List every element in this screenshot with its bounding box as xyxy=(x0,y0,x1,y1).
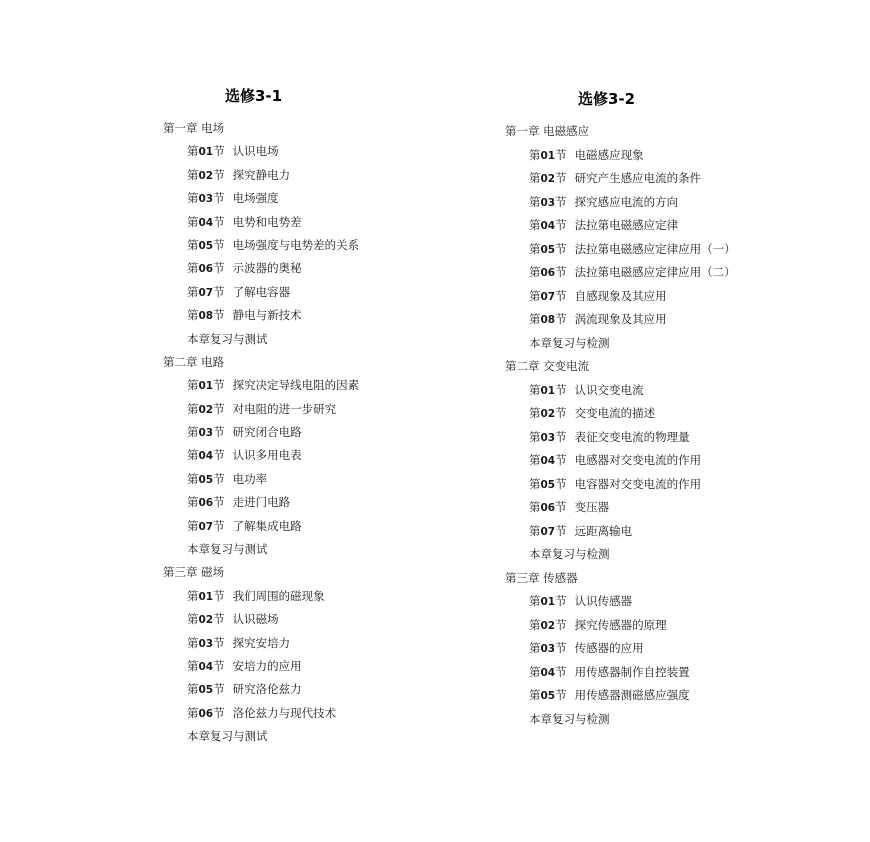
chapter-review: 本章复习与检测 xyxy=(529,547,610,561)
section-entry xyxy=(163,632,463,655)
section-prefix: 第 xyxy=(529,241,541,256)
section-suffix: 节 xyxy=(213,471,225,486)
section-name: 探究传感器的原理 xyxy=(574,617,667,632)
section-entry xyxy=(505,426,825,450)
section-entry xyxy=(505,684,825,708)
section-name: 了解集成电路 xyxy=(232,518,302,533)
section-suffix: 节 xyxy=(213,191,225,206)
section-number: 04 xyxy=(540,666,556,679)
section-name: 认识传感器 xyxy=(574,594,633,608)
section-prefix: 第 xyxy=(187,471,199,486)
section-name: 洛伦兹力与现代技术 xyxy=(232,705,337,720)
chapter-review: 本章复习与检测 xyxy=(529,711,610,726)
section-prefix: 第 xyxy=(187,448,199,463)
section-prefix: 第 xyxy=(187,214,199,229)
section-prefix: 第 xyxy=(187,658,199,673)
section-prefix: 第 xyxy=(529,594,541,608)
section-suffix: 节 xyxy=(213,401,225,416)
section-number: 06 xyxy=(198,263,214,276)
section-suffix: 节 xyxy=(213,705,225,720)
section-suffix: 节 xyxy=(555,171,567,185)
section-number: 01 xyxy=(540,596,556,608)
section-name: 电场强度 xyxy=(232,191,279,206)
section-suffix: 节 xyxy=(213,144,225,159)
section-number: 06 xyxy=(540,267,556,279)
section-prefix: 第 xyxy=(187,588,199,603)
section-suffix: 节 xyxy=(213,308,225,323)
section-suffix: 节 xyxy=(213,518,225,533)
section-prefix: 第 xyxy=(529,265,541,279)
book-column-left xyxy=(163,86,463,749)
section-prefix: 第 xyxy=(187,237,199,252)
section-entry xyxy=(163,187,463,210)
section-entry xyxy=(163,234,463,257)
section-entry xyxy=(505,214,825,238)
section-suffix: 节 xyxy=(555,453,567,467)
section-number: 07 xyxy=(540,525,556,538)
section-number: 03 xyxy=(198,193,214,206)
section-prefix: 第 xyxy=(187,144,199,159)
chapter-review: 本章复习与测试 xyxy=(187,331,268,346)
section-prefix: 第 xyxy=(187,308,199,323)
section-prefix: 第 xyxy=(187,705,199,720)
book-column-right xyxy=(505,86,825,731)
section-entry xyxy=(505,402,825,426)
section-prefix: 第 xyxy=(529,218,541,232)
section-entry xyxy=(505,308,825,332)
section-name: 法拉第电磁感应定律应用（二） xyxy=(574,265,736,279)
section-number: 04 xyxy=(540,220,556,232)
section-prefix: 第 xyxy=(529,500,541,514)
section-suffix: 节 xyxy=(555,429,567,444)
section-prefix: 第 xyxy=(529,406,541,420)
section-prefix: 第 xyxy=(529,147,541,162)
section-entry xyxy=(163,585,463,608)
section-name: 电磁感应现象 xyxy=(574,147,644,162)
section-prefix: 第 xyxy=(187,401,199,416)
section-entry xyxy=(505,144,825,168)
section-prefix: 第 xyxy=(187,284,199,299)
section-suffix: 节 xyxy=(213,682,225,697)
section-suffix: 节 xyxy=(213,378,225,393)
section-name: 法拉第电磁感应定律应用（一） xyxy=(574,241,736,256)
section-number: 04 xyxy=(540,455,556,467)
section-number: 03 xyxy=(198,637,214,650)
section-number: 05 xyxy=(198,473,214,486)
section-entry xyxy=(163,515,463,538)
section-number: 06 xyxy=(540,502,556,514)
section-entry xyxy=(163,164,463,187)
section-suffix: 节 xyxy=(555,594,567,608)
section-name: 认识电场 xyxy=(232,144,279,159)
section-suffix: 节 xyxy=(213,612,225,627)
section-number: 01 xyxy=(198,590,214,603)
chapter-heading: 第三章 磁场 xyxy=(163,565,225,580)
section-suffix: 节 xyxy=(555,406,567,420)
section-name: 研究产生感应电流的条件 xyxy=(574,171,702,185)
section-entry xyxy=(163,655,463,678)
section-name: 涡流现象及其应用 xyxy=(574,312,667,326)
section-name: 了解电容器 xyxy=(232,284,291,299)
section-name: 探究静电力 xyxy=(232,167,291,182)
section-prefix: 第 xyxy=(529,476,541,491)
section-suffix: 节 xyxy=(555,147,567,162)
section-number: 01 xyxy=(198,380,214,393)
section-entry xyxy=(505,590,825,614)
section-prefix: 第 xyxy=(529,641,541,655)
section-name: 对电阻的进一步研究 xyxy=(232,401,337,416)
section-name: 表征交变电流的物理量 xyxy=(574,429,690,444)
section-number: 02 xyxy=(198,614,214,627)
section-entry xyxy=(163,468,463,491)
section-name: 交变电流的描述 xyxy=(574,406,656,420)
section-entry xyxy=(163,702,463,725)
section-entry xyxy=(505,496,825,520)
section-entry xyxy=(163,421,463,444)
section-entry xyxy=(163,608,463,631)
section-suffix: 节 xyxy=(555,288,567,303)
section-number: 03 xyxy=(540,196,556,209)
section-prefix: 第 xyxy=(529,664,541,679)
section-prefix: 第 xyxy=(529,523,541,538)
section-entry xyxy=(163,140,463,163)
section-number: 06 xyxy=(198,707,214,720)
section-number: 01 xyxy=(198,146,214,159)
section-name: 变压器 xyxy=(574,500,610,514)
section-number: 07 xyxy=(540,290,556,303)
section-number: 02 xyxy=(198,403,214,416)
section-number: 08 xyxy=(198,310,214,323)
section-entry xyxy=(505,261,825,285)
section-number: 06 xyxy=(198,497,214,510)
section-prefix: 第 xyxy=(187,682,199,697)
section-entry xyxy=(505,614,825,638)
chapter-review: 本章复习与测试 xyxy=(187,729,268,744)
chapter-heading: 第一章 电磁感应 xyxy=(505,124,590,138)
section-suffix: 节 xyxy=(555,641,567,655)
section-entry xyxy=(505,238,825,262)
section-suffix: 节 xyxy=(213,284,225,299)
section-prefix: 第 xyxy=(529,382,541,397)
section-name: 认识多用电表 xyxy=(232,448,302,463)
section-prefix: 第 xyxy=(529,617,541,632)
section-prefix: 第 xyxy=(529,453,541,467)
section-prefix: 第 xyxy=(187,635,199,650)
section-entry xyxy=(163,257,463,280)
table-of-contents xyxy=(505,120,825,731)
section-entry xyxy=(163,444,463,467)
section-suffix: 节 xyxy=(213,214,225,229)
section-suffix: 节 xyxy=(555,382,567,397)
section-number: 04 xyxy=(198,216,214,229)
section-number: 05 xyxy=(198,239,214,252)
section-name: 探究感应电流的方向 xyxy=(574,194,679,209)
section-prefix: 第 xyxy=(529,312,541,326)
section-entry xyxy=(505,449,825,473)
section-prefix: 第 xyxy=(529,194,541,209)
section-suffix: 节 xyxy=(213,495,225,510)
section-entry xyxy=(163,491,463,514)
section-suffix: 节 xyxy=(213,658,225,673)
section-suffix: 节 xyxy=(213,425,225,440)
section-entry xyxy=(505,661,825,685)
section-entry xyxy=(505,191,825,215)
chapter-heading: 第二章 交变电流 xyxy=(505,359,590,373)
section-prefix: 第 xyxy=(187,261,199,276)
section-suffix: 节 xyxy=(555,688,567,702)
section-suffix: 节 xyxy=(555,194,567,209)
section-suffix: 节 xyxy=(555,241,567,256)
section-name: 认识磁场 xyxy=(232,612,279,627)
section-name: 电势和电势差 xyxy=(232,214,302,229)
section-entry xyxy=(505,520,825,544)
section-name: 研究闭合电路 xyxy=(232,425,302,440)
section-name: 认识交变电流 xyxy=(574,382,644,397)
section-number: 03 xyxy=(540,431,556,444)
section-suffix: 节 xyxy=(213,237,225,252)
chapter-review: 本章复习与测试 xyxy=(187,542,268,557)
section-number: 02 xyxy=(198,169,214,182)
section-number: 04 xyxy=(198,660,214,673)
section-number: 07 xyxy=(198,286,214,299)
section-number: 08 xyxy=(540,314,556,326)
chapter-heading: 第二章 电路 xyxy=(163,354,225,369)
section-number: 03 xyxy=(198,427,214,440)
section-entry xyxy=(163,374,463,397)
section-number: 07 xyxy=(198,520,214,533)
section-entry xyxy=(505,379,825,403)
section-prefix: 第 xyxy=(529,688,541,702)
section-number: 05 xyxy=(540,478,556,491)
section-prefix: 第 xyxy=(187,518,199,533)
section-name: 走进门电路 xyxy=(232,495,291,510)
section-suffix: 节 xyxy=(555,476,567,491)
section-suffix: 节 xyxy=(213,448,225,463)
section-entry xyxy=(163,398,463,421)
section-number: 01 xyxy=(540,149,556,162)
section-entry xyxy=(505,473,825,497)
section-name: 自感现象及其应用 xyxy=(574,288,667,303)
section-prefix: 第 xyxy=(187,425,199,440)
section-number: 02 xyxy=(540,173,556,185)
section-suffix: 节 xyxy=(555,617,567,632)
section-prefix: 第 xyxy=(529,429,541,444)
section-suffix: 节 xyxy=(555,218,567,232)
section-name: 电感器对交变电流的作用 xyxy=(574,453,702,467)
section-name: 探究决定导线电阻的因素 xyxy=(232,378,360,393)
section-entry xyxy=(505,167,825,191)
section-name: 电场强度与电势差的关系 xyxy=(232,237,360,252)
section-suffix: 节 xyxy=(555,664,567,679)
section-entry xyxy=(163,678,463,701)
section-suffix: 节 xyxy=(555,500,567,514)
section-name: 我们周围的磁现象 xyxy=(232,588,325,603)
section-prefix: 第 xyxy=(187,612,199,627)
section-suffix: 节 xyxy=(555,523,567,538)
section-entry xyxy=(163,281,463,304)
section-name: 用传感器制作自控装置 xyxy=(574,664,690,679)
section-suffix: 节 xyxy=(213,635,225,650)
section-name: 电容器对交变电流的作用 xyxy=(574,476,702,491)
book-title: 选修3-1 xyxy=(225,87,283,105)
section-name: 传感器的应用 xyxy=(574,641,644,655)
section-suffix: 节 xyxy=(213,261,225,276)
book-title: 选修3-2 xyxy=(578,90,636,108)
section-prefix: 第 xyxy=(187,378,199,393)
section-number: 03 xyxy=(540,643,556,655)
section-suffix: 节 xyxy=(213,167,225,182)
section-prefix: 第 xyxy=(529,171,541,185)
section-suffix: 节 xyxy=(555,312,567,326)
section-name: 静电与新技术 xyxy=(232,308,302,323)
section-number: 05 xyxy=(540,690,556,702)
section-suffix: 节 xyxy=(213,588,225,603)
section-prefix: 第 xyxy=(187,191,199,206)
section-name: 研究洛伦兹力 xyxy=(232,682,302,697)
section-number: 05 xyxy=(198,684,214,697)
section-name: 法拉第电磁感应定律 xyxy=(574,218,679,232)
chapter-heading: 第三章 传感器 xyxy=(505,570,578,585)
chapter-heading: 第一章 电场 xyxy=(163,121,225,135)
section-name: 探究安培力 xyxy=(232,635,291,650)
section-number: 02 xyxy=(540,619,556,632)
section-suffix: 节 xyxy=(555,265,567,279)
section-name: 示波器的奥秘 xyxy=(232,261,302,276)
section-number: 05 xyxy=(540,243,556,256)
section-entry xyxy=(163,211,463,234)
section-number: 01 xyxy=(540,384,556,397)
section-name: 远距离输电 xyxy=(574,523,633,538)
section-name: 安培力的应用 xyxy=(232,658,302,673)
section-prefix: 第 xyxy=(187,167,199,182)
section-number: 02 xyxy=(540,408,556,420)
section-number: 04 xyxy=(198,450,214,463)
chapter-review: 本章复习与检测 xyxy=(529,335,610,350)
section-prefix: 第 xyxy=(187,495,199,510)
section-name: 用传感器测磁感应强度 xyxy=(574,688,690,702)
section-entry xyxy=(505,637,825,661)
section-entry xyxy=(163,304,463,327)
section-name: 电功率 xyxy=(232,471,268,486)
table-of-contents xyxy=(163,117,463,749)
section-entry xyxy=(505,285,825,309)
section-prefix: 第 xyxy=(529,288,541,303)
